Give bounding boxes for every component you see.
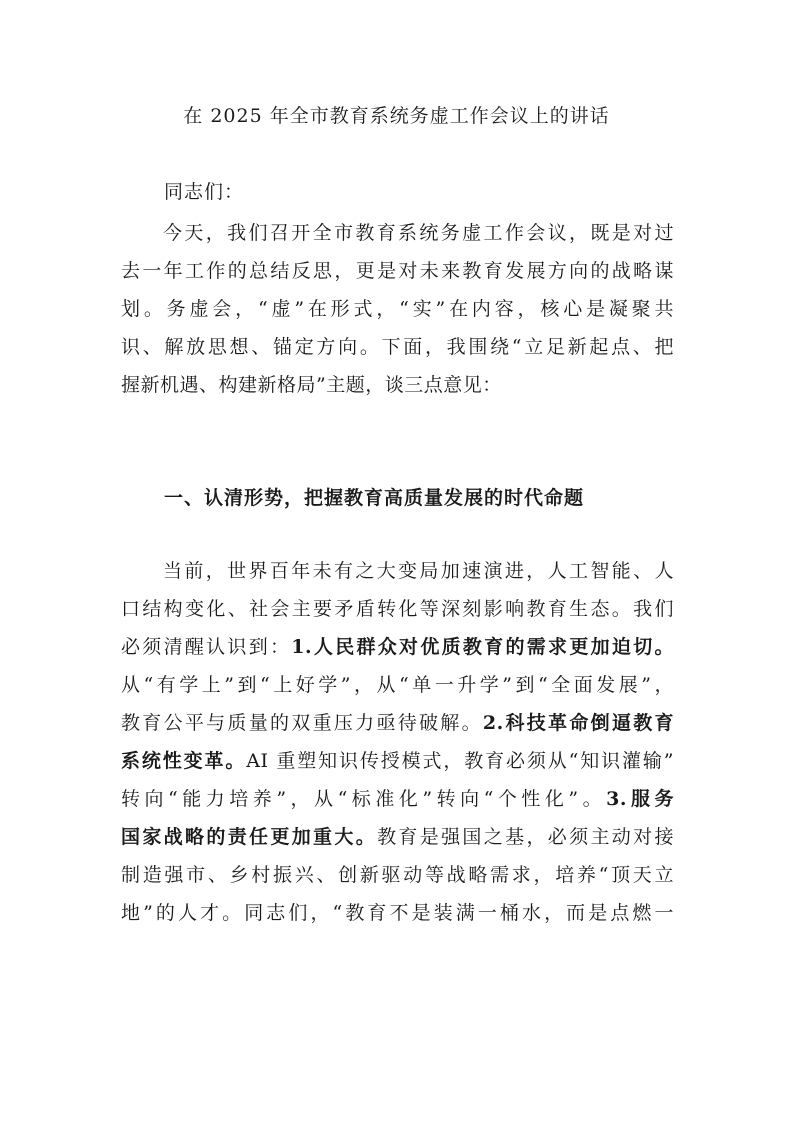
body-line: 地”的人才。同志们，“教育不是装满一桶水，而是点燃一 bbox=[121, 902, 674, 924]
intro-line: 握新机遇、构建新格局”主题，谈三点意见： bbox=[121, 374, 502, 396]
body-text: 转向“能力培养”，从“标准化”转向“个性化”。 bbox=[121, 788, 607, 810]
intro-paragraph bbox=[121, 214, 674, 404]
emphasis-text: 1.人民群众对优质教育的需求更加迫切。 bbox=[291, 636, 674, 658]
intro-line: 划。务虚会，“虚”在形式，“实”在内容，核心是凝聚共 bbox=[121, 298, 674, 320]
body-line bbox=[121, 780, 674, 818]
body-line: 口结构变化、社会主要矛盾转化等深刻影响教育生态。我们 bbox=[121, 598, 674, 620]
body-line: 当前，世界百年未有之大变局加速演进，人工智能、人 bbox=[163, 560, 674, 582]
body-line bbox=[121, 742, 674, 780]
emphasis-text: 国家战略的责任更加重大。 bbox=[121, 826, 378, 848]
body-text: 必须清醒认识到： bbox=[121, 636, 292, 658]
body-text: 教育是强国之基，必须主动对接 bbox=[377, 826, 674, 848]
document-title: 在 2025 年全市教育系统务虚工作会议上的讲话 bbox=[183, 105, 610, 127]
emphasis-text: 系统性变革。 bbox=[121, 750, 247, 772]
body-paragraph bbox=[121, 552, 674, 932]
section-heading: 一、认清形势，把握教育高质量发展的时代命题 bbox=[164, 487, 585, 509]
body-line: 制造强市、乡村振兴、创新驱动等战略需求，培养“顶天立 bbox=[121, 864, 674, 886]
body-line bbox=[121, 704, 674, 742]
intro-line: 今天，我们召开全市教育系统务虚工作会议，既是对过 bbox=[163, 222, 674, 244]
intro-line: 识、解放思想、锚定方向。下面，我围绕“立足新起点、把 bbox=[121, 336, 674, 358]
body-line: 从“有学上”到“上好学”，从“单一升学”到“全面发展”， bbox=[121, 674, 674, 696]
body-line bbox=[121, 818, 674, 856]
emphasis-text: 3.服务 bbox=[606, 788, 674, 810]
body-text: AI 重塑知识传授模式，教育必须从“知识灌输” bbox=[246, 750, 674, 772]
intro-line: 去一年工作的总结反思，更是对未来教育发展方向的战略谋 bbox=[121, 260, 674, 282]
body-text: 教育公平与质量的双重压力亟待破解。 bbox=[121, 712, 483, 734]
body-line bbox=[121, 628, 674, 666]
emphasis-text: 2.科技革命倒逼教育 bbox=[482, 712, 674, 734]
salutation: 同志们： bbox=[164, 181, 245, 203]
